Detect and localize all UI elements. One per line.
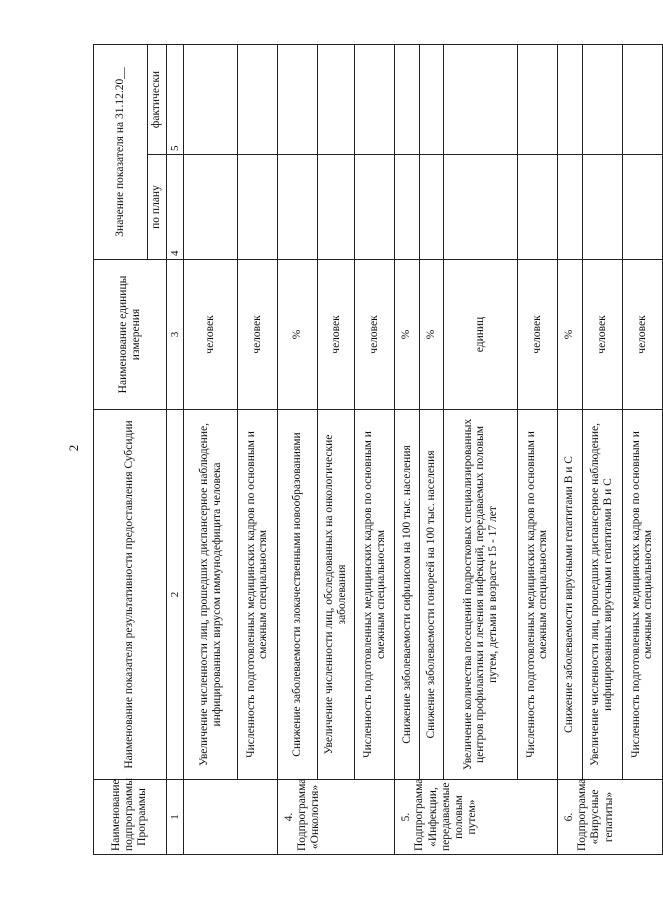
column-number: 3: [166, 260, 184, 410]
page-number: 2: [66, 444, 81, 452]
table-row: [237, 45, 277, 855]
indicator-cell: Снижение заболеваемости вирусными гепатитами В и С: [558, 410, 583, 780]
column-number: 5: [166, 45, 184, 155]
plan-cell: [419, 155, 444, 260]
unit-cell: человек: [318, 260, 355, 410]
table-row: [582, 45, 622, 855]
indicator-cell: Увеличение численности лиц, прошедших диспансерное наблюдение, инфицированных вирусными гепатитами В и С: [582, 410, 622, 780]
table-row: [622, 45, 662, 855]
table-row: [419, 45, 444, 855]
actual-cell: [419, 45, 444, 155]
column-number-row: [166, 45, 184, 855]
indicator-cell: Увеличение численности лиц, прошедших диспансерное наблюдение, инфицированных вирусом иммунодефицита человека: [184, 410, 238, 780]
plan-cell: [184, 155, 238, 260]
indicator-cell: Увеличение количества посещений подростковых специализированных центров профилактики и лечения инфекций, передаваемых половым путем, детьми в возрасте 15 - 17 лет: [444, 410, 518, 780]
actual-cell: [444, 45, 518, 155]
actual-cell: [278, 45, 318, 155]
actual-cell: [237, 45, 277, 155]
unit-cell: %: [395, 260, 420, 410]
indicator-cell: Снижение заболеваемости сифилисом на 100 тыс. населения: [395, 410, 420, 780]
indicator-cell: Снижение заболеваемости злокачественными новообразованиями: [278, 410, 318, 780]
subprogram-cell: [184, 780, 278, 855]
actual-cell: [558, 45, 583, 155]
indicators-table: [93, 44, 663, 855]
unit-cell: человек: [355, 260, 395, 410]
header-actual: фактически: [147, 45, 166, 155]
unit-cell: %: [558, 260, 583, 410]
unit-cell: человек: [582, 260, 622, 410]
table-row: [355, 45, 395, 855]
table-row: [517, 45, 557, 855]
unit-cell: человек: [184, 260, 238, 410]
plan-cell: [318, 155, 355, 260]
table-row: [558, 45, 583, 855]
table-row: [278, 45, 318, 855]
plan-cell: [395, 155, 420, 260]
subprogram-cell: 5. Подпрограмма «Инфекции, передаваемые половым путем»: [395, 780, 558, 855]
actual-cell: [622, 45, 662, 155]
unit-cell: %: [419, 260, 444, 410]
indicator-cell: Численность подготовленных медицинских кадров по основным и смежным специальностям: [517, 410, 557, 780]
unit-cell: человек: [517, 260, 557, 410]
column-number: 1: [166, 780, 184, 855]
indicator-cell: Увеличение численности лиц, обследованных на онкологические заболевания: [318, 410, 355, 780]
actual-cell: [318, 45, 355, 155]
unit-cell: %: [278, 260, 318, 410]
indicator-cell: Численность подготовленных медицинских кадров по основным и смежным специальностям: [355, 410, 395, 780]
header-subprogram: Наименование подпрограммы Программы: [94, 780, 167, 855]
plan-cell: [517, 155, 557, 260]
plan-cell: [444, 155, 518, 260]
indicator-cell: Численность подготовленных медицинских кадров по основным и смежным специальностям: [622, 410, 662, 780]
actual-cell: [395, 45, 420, 155]
table-row: [444, 45, 518, 855]
plan-cell: [622, 155, 662, 260]
subprogram-cell: 4. Подпрограмма «Онкология»: [278, 780, 395, 855]
table-row: [318, 45, 355, 855]
plan-cell: [237, 155, 277, 260]
column-number: 4: [166, 155, 184, 260]
actual-cell: [355, 45, 395, 155]
header-row-1: [94, 45, 148, 855]
plan-cell: [582, 155, 622, 260]
table-row: [184, 45, 238, 855]
unit-cell: человек: [622, 260, 662, 410]
rotated-page-content: [93, 45, 663, 855]
indicator-cell: Снижение заболеваемости гонореей на 100 тыс. населения: [419, 410, 444, 780]
subprogram-cell: 6. Подпрограмма «Вирусные гепатиты»: [558, 780, 663, 855]
header-plan: по плану: [147, 155, 166, 260]
indicator-cell: Численность подготовленных медицинских кадров по основным и смежным специальностям: [237, 410, 277, 780]
plan-cell: [558, 155, 583, 260]
actual-cell: [517, 45, 557, 155]
plan-cell: [278, 155, 318, 260]
plan-cell: [355, 155, 395, 260]
unit-cell: человек: [237, 260, 277, 410]
header-unit: Наименование единицы измерения: [94, 260, 167, 410]
actual-cell: [184, 45, 238, 155]
header-indicator: Наименование показателя результативности предоставления Субсидии: [94, 410, 167, 780]
column-number: 2: [166, 410, 184, 780]
table-row: [395, 45, 420, 855]
unit-cell: единиц: [444, 260, 518, 410]
header-value: Значение показателя на 31.12.20__: [94, 45, 148, 260]
actual-cell: [582, 45, 622, 155]
